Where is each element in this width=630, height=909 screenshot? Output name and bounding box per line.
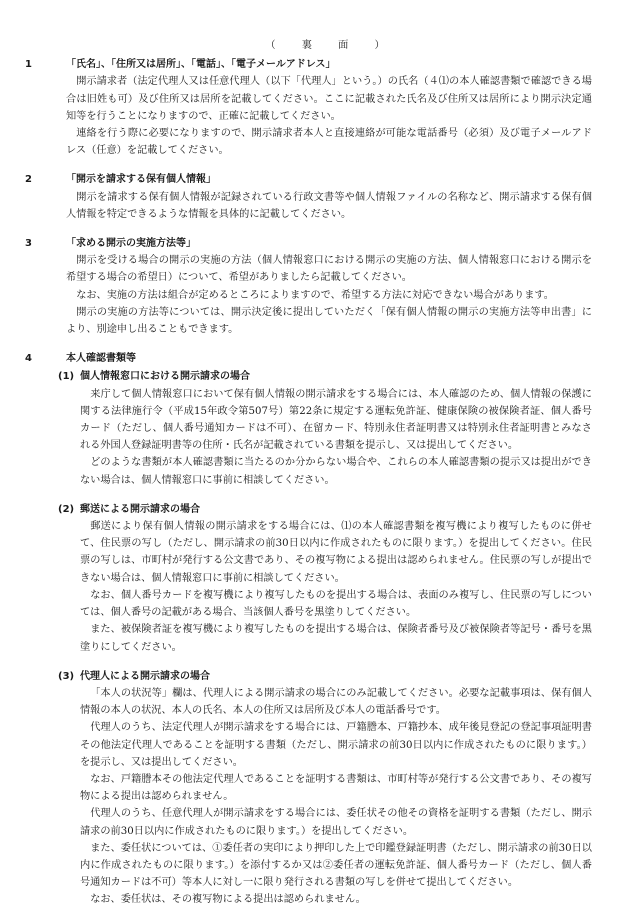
- page-title: （ 裏 面 ）: [265, 40, 393, 51]
- subsection-title: 個人情報窓口における開示請求の場合: [80, 371, 250, 383]
- section-heading: [25, 350, 592, 367]
- paragraph: なお、個人番号カードを複写機により複写したものを提出する場合は、表面のみ複写し、住民票の写しについては、個人番号の記載がある場合、当該個人番号を黒塗りしてください。: [80, 589, 592, 619]
- section-4: [25, 350, 592, 908]
- paragraph: また、委任状については、①委任者の実印により押印した上で印鑑登録証明書（ただし、開示請求の前30日以内に作成されたものに限ります。）を添付するか又は②委任者の運転免許証、個人番号カード（ただし、個人番号通知カードは不可）等本人に対し一に限り発行される書類の写しを併せて提出してください。: [80, 842, 592, 889]
- paragraph: 開示請求者（法定代理人又は任意代理人（以下「代理人」という。）の氏名（４⑴の本人確認書類で確認できる場合は旧姓も可）及び住所又は居所を記載してください。ここに記載された氏名及び住所又は居所により開示決定通知等を行うことになりますので、正確に記載してください。: [66, 76, 592, 122]
- paragraph: 来庁して個人情報窓口において保有個人情報の開示請求をする場合には、本人確認のため、個人情報の保護に関する法律施行令（平成15年政令第507号）第22条に規定する運転免許証、健康保険の被保険者証、個人番号カード（ただし、個人番号通知カードは不可）、在留カード、特別永住者証明書又は特別永住者証明書とみなされる外国人登録証明書等の住所・氏名が記載されている書類を提示し、又は提出してください。: [80, 388, 592, 452]
- section-heading: [25, 171, 592, 188]
- section-number: 2: [25, 174, 32, 186]
- subsection-2: [58, 501, 592, 656]
- paragraph: なお、実施の方法は組合が定めるところによりますので、希望する方法に対応できない場合があります。: [76, 289, 554, 301]
- section-2: [25, 171, 592, 223]
- section-title: 「氏名」、「住所又は居所」、「電話」、「電子メールアドレス」: [66, 59, 336, 71]
- paragraph: 開示の実施の方法等については、開示決定後に提出していただく「保有個人情報の開示の実施方法等申出書」により、別途申し出ることもできます。: [66, 306, 592, 336]
- subsection-1: [58, 368, 592, 488]
- section-number: 1: [25, 59, 32, 71]
- paragraph: 開示を受ける場合の開示の実施の方法（個人情報窓口における開示の実施の方法、個人情報窓口における開示を希望する場合の希望日）について、希望がありましたら記載してください。: [66, 255, 592, 284]
- paragraph: 「本人の状況等」欄は、代理人による開示請求の場合にのみ記載してください。必要な記載事項は、保有個人情報の本人の状況、本人の氏名、本人の住所又は居所及び本人の電話番号です。: [80, 687, 592, 717]
- subsection-number: (2): [58, 503, 75, 515]
- section-title: 「求める開示の実施方法等」: [66, 238, 196, 250]
- paragraph: なお、委任状は、その複写物による提出は認められません。: [90, 894, 366, 906]
- section-title: 「開示を請求する保有個人情報」: [66, 174, 216, 186]
- section-heading: [25, 56, 592, 73]
- subsection-heading: [58, 668, 592, 685]
- paragraph: また、被保険者証を複写機により複写したものを提出する場合は、保険者番号及び被保険者等記号・番号を黒塗りにしてください。: [80, 624, 592, 653]
- paragraph: 代理人のうち、法定代理人が開示請求をする場合には、戸籍謄本、戸籍抄本、成年後見登記の登記事項証明書その他法定代理人であることを証明する書類（ただし、開示請求の前30日以内に作成されたものに限ります。）を提示し、又は提出してください。: [80, 722, 592, 768]
- subsection-3: [58, 668, 592, 909]
- subsection-number: (1): [58, 371, 75, 383]
- section-title: 本人確認書類等: [66, 353, 136, 365]
- subsection-number: (3): [58, 670, 75, 682]
- paragraph: 開示を請求する保有個人情報が記録されている行政文書等や個人情報ファイルの名称など、開示請求する保有個人情報を特定できるような情報を具体的に記載してください。: [66, 191, 592, 220]
- section-heading: [25, 235, 592, 252]
- paragraph: 連絡を行う際に必要になりますので、開示請求者本人と直接連絡が可能な電話番号（必須）及び電子メールアドレス（任意）を記載してください。: [66, 128, 592, 157]
- paragraph: 代理人のうち、任意代理人が開示請求をする場合には、委任状その他その資格を証明する書類（ただし、開示請求の前30日以内に作成されたものに限ります。）を提出してください。: [80, 808, 592, 837]
- section-3: [25, 235, 592, 338]
- section-1: [25, 56, 592, 159]
- subsection-title: 代理人による開示請求の場合: [80, 670, 210, 682]
- subsection-title: 郵送による開示請求の場合: [80, 503, 200, 515]
- section-number: 3: [25, 238, 32, 250]
- paragraph: なお、戸籍謄本その他法定代理人であることを証明する書類は、市町村等が発行する公文書であり、その複写物による提出は認められません。: [80, 773, 592, 803]
- paragraph: どのような書類が本人確認書類に当たるのか分からない場合や、これらの本人確認書類の提示又は提出ができない場合は、個人情報窓口に事前に相談してください。: [80, 457, 592, 486]
- subsection-heading: [58, 501, 592, 518]
- section-number: 4: [25, 353, 32, 365]
- subsection-heading: [58, 368, 592, 385]
- paragraph: 郵送により保有個人情報の開示請求をする場合には、⑴の本人確認書類を複写機により複写したものに併せて、住民票の写し（ただし、開示請求の前30日以内に作成されたものに限ります。）を提出してください。住民票の写しは、市町村が発行する公文書であり、その複写物による提出は認められません。住民票の写しが提出できない場合は、個人情報窓口に事前に相談してください。: [80, 521, 592, 584]
